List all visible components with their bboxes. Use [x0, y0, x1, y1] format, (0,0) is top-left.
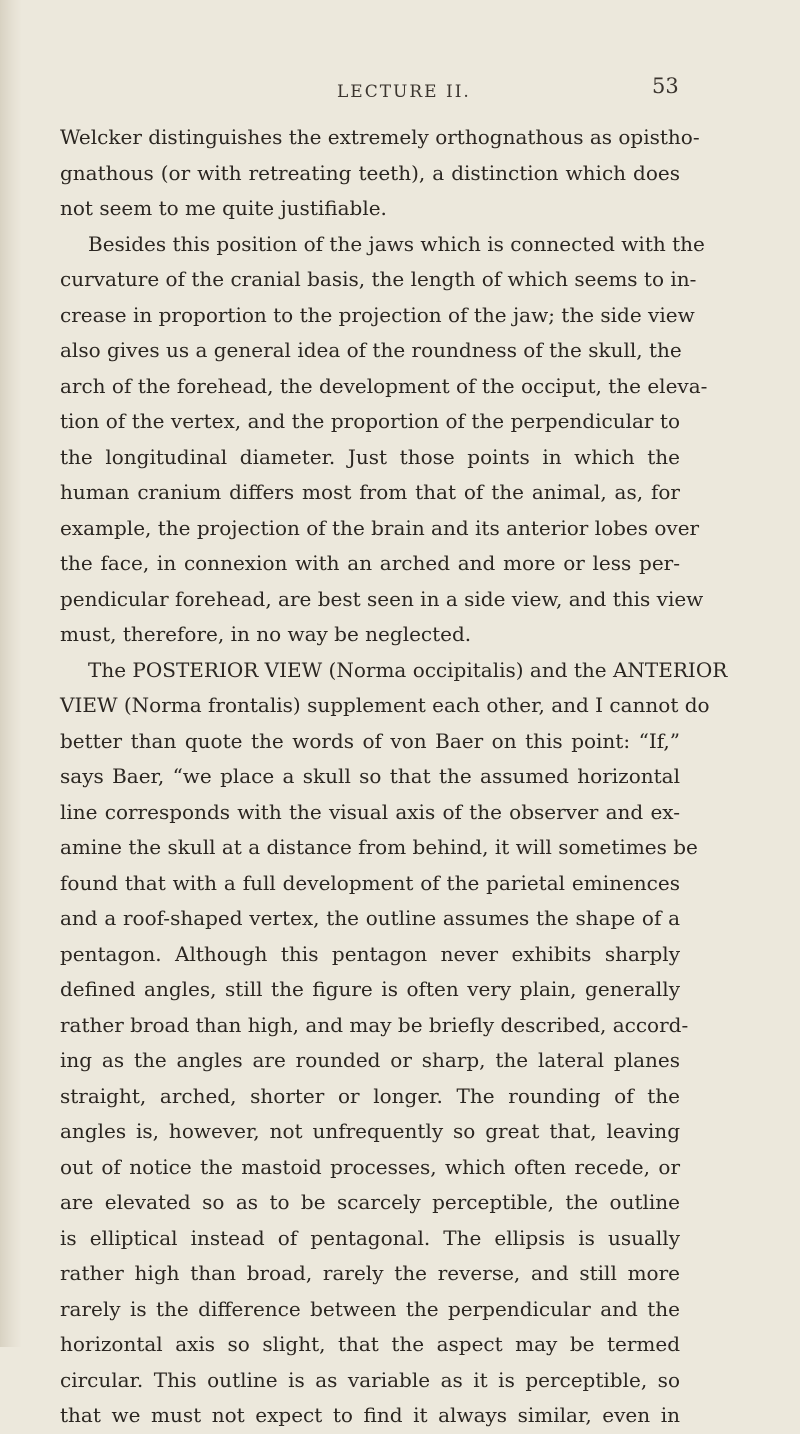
- text-line: pentagon. Although this pentagon never exhibits sharply: [60, 941, 680, 966]
- text-line: defined angles, still the figure is often very plain, generally: [60, 977, 680, 1001]
- text-line: Welcker distinguishes the extremely orthognathous as opistho-: [60, 125, 700, 149]
- text-line: the face, in connexion with an arched and more or less per-: [60, 551, 680, 575]
- text-line: VIEW (Norma frontalis) supplement each other, and I cannot do: [60, 693, 710, 717]
- text-line: must, therefore, in no way be neglected.: [60, 622, 472, 646]
- text-line: The POSTERIOR VIEW (Norma occipitalis) and the ANTERIOR: [88, 657, 728, 682]
- text-line: gnathous (or with retreating teeth), a distinction which does: [60, 160, 680, 185]
- text-line: found that with a full development of the parietal eminences: [60, 870, 680, 895]
- text-line: is elliptical instead of pentagonal. The ellipsis is usually: [60, 1225, 680, 1250]
- text-line: angles is, however, not unfrequently so great that, leaving: [60, 1119, 680, 1143]
- text-line: also gives us a general idea of the roundness of the skull, the: [60, 338, 682, 362]
- page-number: 53: [652, 74, 679, 98]
- text-line: curvature of the cranial basis, the length of which seems to in-: [60, 267, 697, 291]
- text-line: Besides this position of the jaws which is connected with the: [88, 231, 705, 256]
- text-line: better than quote the words of von Baer on this point: “If,”: [60, 728, 680, 753]
- page-header: [0, 74, 800, 112]
- text-line: human cranium differs most from that of the animal, as, for: [60, 480, 680, 504]
- text-line: rarely is the difference between the perpendicular and the: [60, 1296, 680, 1321]
- text-line: line corresponds with the visual axis of the observer and ex-: [60, 799, 680, 824]
- text-line: the longitudinal diameter. Just those points in which the: [60, 444, 680, 469]
- text-line: example, the projection of the brain and its anterior lobes over: [60, 515, 700, 540]
- body-text: [60, 120, 728, 1434]
- text-line: arch of the forehead, the development of the occiput, the eleva-: [60, 373, 708, 398]
- text-line: horizontal axis so slight, that the aspect may be termed: [60, 1332, 680, 1356]
- text-line: straight, arched, shorter or longer. The rounding of the: [60, 1083, 680, 1108]
- page-edge: [0, 0, 22, 1347]
- text-line: that we must not expect to find it always similar, even in: [60, 1403, 680, 1427]
- text-line: says Baer, “we place a skull so that the assumed horizontal: [60, 764, 680, 788]
- text-line: and a roof-shaped vertex, the outline assumes the shape of a: [60, 906, 680, 930]
- text-line: circular. This outline is as variable as it is perceptible, so: [60, 1367, 680, 1392]
- text-line: tion of the vertex, and the proportion of the perpendicular to: [60, 409, 680, 433]
- text-line: out of notice the mastoid processes, which often recede, or: [60, 1154, 680, 1179]
- running-head: LECTURE II.: [337, 82, 471, 102]
- text-line: not seem to me quite justifiable.: [60, 196, 387, 220]
- text-line: rather high than broad, rarely the reverse, and still more: [60, 1261, 680, 1285]
- text-line: are elevated so as to be scarcely perceptible, the outline: [60, 1190, 680, 1214]
- text-line: crease in proportion to the projection of the jaw; the side view: [60, 302, 695, 327]
- text-line: ing as the angles are rounded or sharp, the lateral planes: [60, 1048, 680, 1072]
- text-line: pendicular forehead, are best seen in a side view, and this view: [60, 586, 704, 611]
- text-line: amine the skull at a distance from behind, it will sometimes be: [60, 835, 698, 859]
- text-line: rather broad than high, and may be briefly described, accord-: [60, 1012, 689, 1037]
